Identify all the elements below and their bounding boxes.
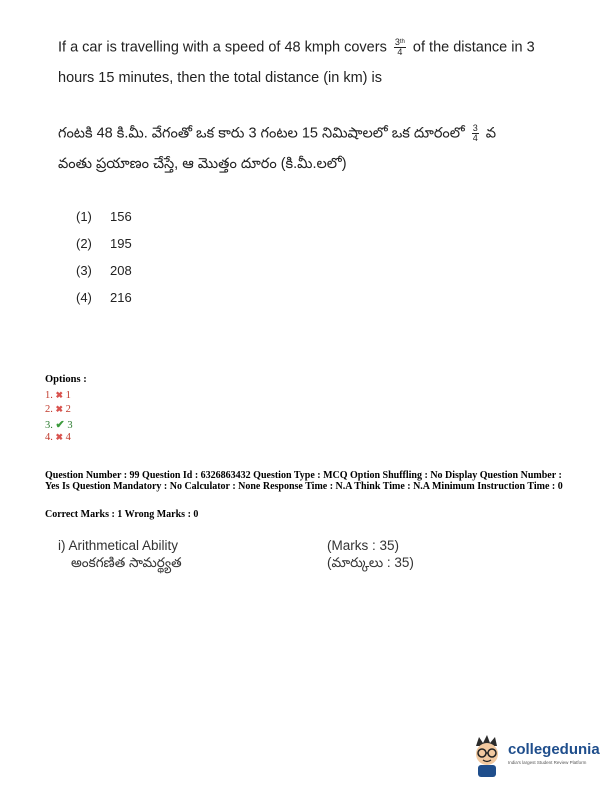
- check-icon: ✔: [55, 419, 65, 431]
- logo-tagline: India's largest Student Review Platform: [508, 760, 587, 765]
- question-telugu-part1: గంటకి 48 కి.మీ. వేగంతో ఒక కారు 3 గంటల 15 నిమిషాలలో ఒక దూరంలో: [58, 125, 465, 142]
- question-telugu-line1: [58, 124, 496, 145]
- question-telugu-line2: వంతు ప్రయాణం చేస్తే, ఆ మొత్తం దూరం (కి.మీ.లలో): [58, 156, 347, 172]
- fraction-three-fourths: $\frac{3^{th}}{4}$: [394, 37, 405, 57]
- option-4: (4) 216: [76, 290, 132, 305]
- question-english-line2: hours 15 minutes, then the total distance (in km) is: [58, 70, 382, 86]
- section-title-telugu: అంకగణిత సామర్థ్యత: [71, 555, 182, 570]
- options-heading: Options :: [45, 374, 87, 385]
- section-marks-english: (Marks : 35): [327, 538, 400, 553]
- question-text-part2: of the distance in 3: [412, 39, 535, 56]
- section-title-english: i) Arithmetical Ability: [58, 538, 179, 553]
- answer-option-3: 3. ✔ 3: [45, 419, 73, 431]
- question-text-part1: If a car is travelling with a speed of 48 kmph covers: [58, 39, 387, 56]
- option-3: (3) 208: [76, 263, 132, 278]
- question-metadata: Question Number : 99 Question Id : 6326863432 Question Type : MCQ Option Shuffling : No Display Question Number : Yes Is Question Mandatory : No Calculator : None Response Time : N.A Think Time : N.A Minimum Instruction Time : 0: [45, 470, 563, 492]
- marks-info: Correct Marks : 1 Wrong Marks : 0: [45, 509, 199, 520]
- collegedunia-logo: [470, 732, 600, 780]
- question-english-line1: [58, 38, 535, 57]
- option-2: (2) 195: [76, 236, 132, 251]
- answer-option-2: 2. ✖ 2: [45, 404, 71, 415]
- answer-option-4: 4. ✖ 4: [45, 432, 71, 443]
- fraction-telugu: $\frac{3}{4}$: [472, 123, 478, 143]
- question-telugu-part2: వ: [485, 125, 497, 142]
- answer-option-1: 1. ✖ 1: [45, 390, 71, 401]
- cross-icon: ✖: [55, 432, 64, 442]
- cross-icon: ✖: [55, 404, 64, 414]
- logo-wordmark: collegedunia: [508, 741, 600, 758]
- section-marks-telugu: (మార్కులు : 35): [327, 555, 414, 570]
- cross-icon: ✖: [55, 390, 64, 400]
- mascot-icon: [470, 734, 504, 778]
- option-1: (1) 156: [76, 209, 132, 224]
